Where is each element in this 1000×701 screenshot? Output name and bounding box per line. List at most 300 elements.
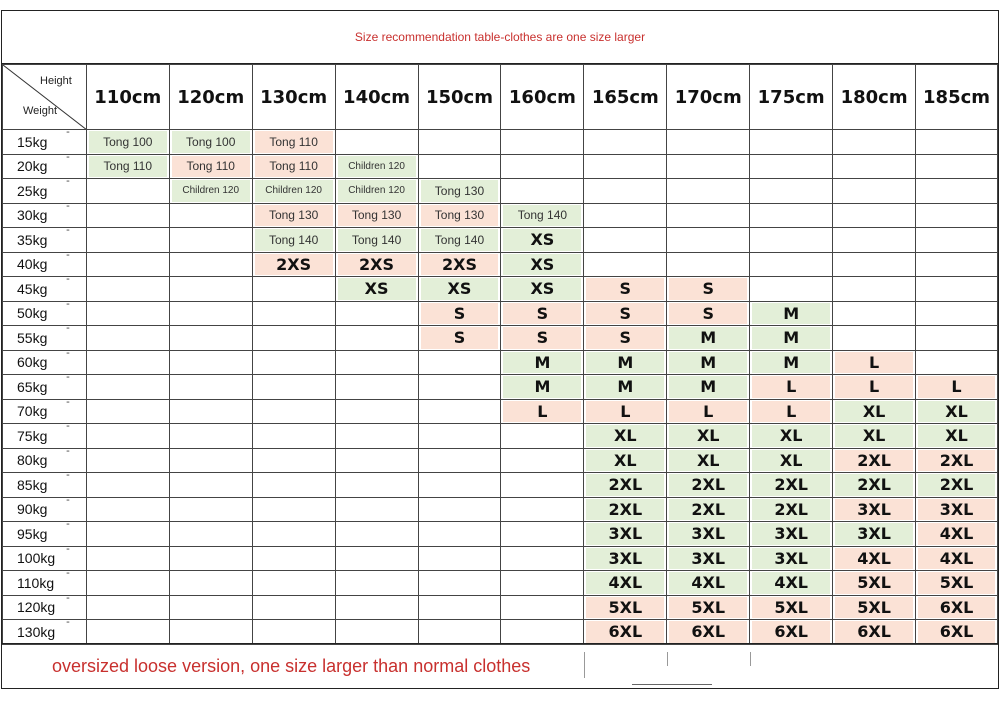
size-cell	[418, 473, 501, 498]
table-row	[3, 301, 998, 326]
size-cell	[252, 375, 335, 400]
size-cell	[335, 375, 418, 400]
size-cell	[335, 497, 418, 522]
table-row	[3, 179, 998, 204]
size-cell	[252, 522, 335, 547]
size-value: L	[918, 376, 995, 398]
size-cell	[501, 301, 584, 326]
size-cell	[916, 424, 998, 449]
size-cell	[418, 546, 501, 571]
size-table	[2, 64, 998, 645]
size-cell	[252, 399, 335, 424]
size-cell	[584, 350, 667, 375]
size-cell	[916, 375, 998, 400]
size-value: L	[586, 401, 664, 423]
size-cell	[916, 473, 998, 498]
weight-label-cell: 90kg -	[3, 497, 87, 522]
corner-cell	[3, 65, 87, 130]
size-cell	[916, 179, 998, 204]
size-cell	[169, 130, 252, 155]
size-cell	[501, 326, 584, 351]
size-cell	[916, 154, 998, 179]
size-cell	[335, 522, 418, 547]
size-cell	[169, 473, 252, 498]
size-value: 2XL	[918, 450, 995, 472]
size-cell	[86, 473, 169, 498]
size-cell	[833, 424, 916, 449]
size-cell	[667, 277, 750, 302]
size-cell	[916, 130, 998, 155]
size-cell	[667, 301, 750, 326]
height-label: Height	[40, 75, 72, 87]
size-cell	[86, 522, 169, 547]
size-cell	[750, 522, 833, 547]
size-value: 6XL	[835, 621, 913, 643]
size-cell	[86, 277, 169, 302]
size-value: XL	[586, 450, 664, 472]
size-cell	[667, 350, 750, 375]
size-cell	[418, 130, 501, 155]
size-cell	[86, 350, 169, 375]
size-value: S	[586, 303, 664, 325]
size-cell	[335, 154, 418, 179]
size-cell	[750, 252, 833, 277]
size-cell	[418, 375, 501, 400]
size-value: L	[752, 401, 830, 423]
size-cell	[335, 252, 418, 277]
size-cell	[501, 130, 584, 155]
weight-label-cell: 130kg -	[3, 620, 87, 645]
size-cell	[584, 522, 667, 547]
size-cell	[916, 252, 998, 277]
size-cell	[86, 595, 169, 620]
size-value: 3XL	[918, 499, 995, 521]
size-cell	[667, 326, 750, 351]
size-value: XL	[752, 450, 830, 472]
size-value: 5XL	[918, 572, 995, 594]
size-cell	[916, 620, 998, 645]
size-cell	[667, 228, 750, 253]
height-header-140cm: 140cm	[335, 65, 418, 130]
size-value: 2XS	[338, 254, 416, 276]
size-cell	[86, 203, 169, 228]
size-cell	[584, 301, 667, 326]
size-cell	[86, 375, 169, 400]
table-row	[3, 620, 998, 645]
size-value: 3XL	[752, 548, 830, 570]
size-value: 6XL	[918, 621, 995, 643]
size-value: Tong 130	[421, 205, 499, 227]
size-value: XL	[918, 425, 995, 447]
size-value: Tong 140	[421, 229, 499, 251]
size-cell	[169, 154, 252, 179]
size-cell	[501, 497, 584, 522]
size-cell	[252, 203, 335, 228]
table-row	[3, 326, 998, 351]
size-cell	[335, 546, 418, 571]
size-cell	[169, 595, 252, 620]
size-cell	[335, 350, 418, 375]
size-cell	[750, 399, 833, 424]
weight-label-cell: 100kg -	[3, 546, 87, 571]
size-value: S	[669, 303, 747, 325]
size-value: 3XL	[752, 523, 830, 545]
size-value: Tong 110	[172, 156, 250, 178]
size-value: M	[752, 327, 830, 349]
size-cell	[335, 595, 418, 620]
table-row	[3, 473, 998, 498]
size-value: S	[421, 327, 499, 349]
size-value: 5XL	[752, 597, 830, 619]
height-header-165cm: 165cm	[584, 65, 667, 130]
size-value: M	[503, 376, 581, 398]
size-cell	[86, 571, 169, 596]
size-value: Tong 130	[255, 205, 333, 227]
size-cell	[833, 571, 916, 596]
size-cell	[335, 277, 418, 302]
table-row	[3, 228, 998, 253]
footer-divider	[584, 652, 585, 678]
size-value: Children 120	[172, 180, 250, 202]
size-cell	[833, 399, 916, 424]
weight-label-cell: 40kg -	[3, 252, 87, 277]
size-cell	[252, 473, 335, 498]
size-value: M	[669, 352, 747, 374]
size-value: 3XL	[835, 523, 913, 545]
size-value: S	[503, 327, 581, 349]
size-cell	[86, 252, 169, 277]
size-cell	[252, 301, 335, 326]
size-cell	[86, 154, 169, 179]
size-cell	[501, 571, 584, 596]
size-cell	[169, 326, 252, 351]
size-value: M	[669, 376, 747, 398]
size-value: Tong 140	[255, 229, 333, 251]
size-cell	[169, 424, 252, 449]
size-value: Tong 100	[172, 131, 250, 153]
size-cell	[252, 620, 335, 645]
size-value: Tong 110	[255, 131, 333, 153]
size-cell	[252, 424, 335, 449]
height-header-160cm: 160cm	[501, 65, 584, 130]
size-cell	[833, 301, 916, 326]
size-cell	[750, 154, 833, 179]
size-cell	[667, 522, 750, 547]
size-cell	[667, 497, 750, 522]
size-cell	[833, 228, 916, 253]
size-value: 2XL	[835, 474, 913, 496]
footer-row	[2, 643, 998, 688]
size-cell	[916, 497, 998, 522]
height-header-170cm: 170cm	[667, 65, 750, 130]
size-cell	[169, 522, 252, 547]
size-cell	[501, 448, 584, 473]
size-cell	[501, 203, 584, 228]
size-cell	[418, 497, 501, 522]
size-value: S	[669, 278, 747, 300]
size-cell	[418, 277, 501, 302]
size-cell	[667, 154, 750, 179]
table-row	[3, 448, 998, 473]
size-cell	[86, 130, 169, 155]
size-value: S	[421, 303, 499, 325]
size-value: XL	[835, 401, 913, 423]
size-cell	[169, 546, 252, 571]
footer-underline	[632, 684, 712, 685]
height-header-175cm: 175cm	[750, 65, 833, 130]
weight-label-cell: 50kg -	[3, 301, 87, 326]
size-value: M	[586, 352, 664, 374]
size-value: Tong 100	[89, 131, 167, 153]
size-value: XS	[503, 229, 581, 251]
size-cell	[750, 277, 833, 302]
size-cell	[916, 399, 998, 424]
size-value: S	[503, 303, 581, 325]
size-cell	[418, 252, 501, 277]
size-value: M	[586, 376, 664, 398]
size-value: M	[669, 327, 747, 349]
size-value: Tong 140	[503, 205, 581, 227]
size-cell	[418, 620, 501, 645]
size-cell	[252, 546, 335, 571]
height-header-110cm: 110cm	[86, 65, 169, 130]
size-value: Children 120	[255, 180, 333, 202]
size-cell	[335, 301, 418, 326]
size-cell	[418, 301, 501, 326]
size-cell	[584, 277, 667, 302]
footer-note: oversized loose version, one size larger than normal clothes	[52, 656, 531, 676]
size-cell	[833, 203, 916, 228]
size-cell	[418, 228, 501, 253]
size-value: 2XL	[669, 499, 747, 521]
weight-label-cell: 95kg -	[3, 522, 87, 547]
size-cell	[833, 179, 916, 204]
size-cell	[750, 130, 833, 155]
size-cell	[252, 228, 335, 253]
size-cell	[584, 595, 667, 620]
size-value: 4XL	[752, 572, 830, 594]
footer-divider	[750, 652, 751, 666]
size-cell	[750, 203, 833, 228]
weight-label-cell: 25kg -	[3, 179, 87, 204]
size-value: 6XL	[586, 621, 664, 643]
size-cell	[750, 301, 833, 326]
size-value: 2XL	[835, 450, 913, 472]
size-value: L	[752, 376, 830, 398]
size-cell	[584, 571, 667, 596]
height-header-185cm: 185cm	[916, 65, 998, 130]
size-value: 5XL	[835, 572, 913, 594]
size-cell	[86, 179, 169, 204]
size-value: L	[835, 352, 913, 374]
size-cell	[86, 228, 169, 253]
size-cell	[86, 620, 169, 645]
weight-label-cell: 45kg -	[3, 277, 87, 302]
size-cell	[833, 473, 916, 498]
size-value: Tong 110	[255, 156, 333, 178]
size-cell	[252, 571, 335, 596]
size-value: S	[586, 278, 664, 300]
weight-label-cell: 30kg -	[3, 203, 87, 228]
size-value: Tong 110	[89, 156, 167, 178]
size-value: M	[752, 303, 830, 325]
size-value: 6XL	[669, 621, 747, 643]
size-cell	[501, 424, 584, 449]
size-cell	[667, 620, 750, 645]
size-value: 4XL	[586, 572, 664, 594]
size-value: 2XL	[752, 474, 830, 496]
table-row	[3, 277, 998, 302]
size-value: 2XL	[586, 499, 664, 521]
size-cell	[252, 179, 335, 204]
height-header-150cm: 150cm	[418, 65, 501, 130]
size-value: XS	[338, 278, 416, 300]
size-value: 2XL	[752, 499, 830, 521]
weight-label-cell: 85kg -	[3, 473, 87, 498]
size-cell	[169, 301, 252, 326]
weight-label-cell: 20kg -	[3, 154, 87, 179]
size-cell	[252, 448, 335, 473]
size-cell	[501, 228, 584, 253]
size-cell	[916, 203, 998, 228]
size-cell	[169, 448, 252, 473]
weight-label-cell: 80kg -	[3, 448, 87, 473]
size-value: 5XL	[835, 597, 913, 619]
size-cell	[667, 473, 750, 498]
size-cell	[750, 326, 833, 351]
size-cell	[750, 497, 833, 522]
weight-label-cell: 110kg -	[3, 571, 87, 596]
size-cell	[750, 620, 833, 645]
size-cell	[667, 399, 750, 424]
size-cell	[169, 497, 252, 522]
size-cell	[667, 448, 750, 473]
size-value: Tong 130	[421, 180, 499, 202]
size-cell	[833, 130, 916, 155]
weight-label-cell: 55kg -	[3, 326, 87, 351]
weight-label-cell: 35kg -	[3, 228, 87, 253]
size-cell	[584, 326, 667, 351]
size-value: 6XL	[752, 621, 830, 643]
footer-divider	[667, 652, 668, 666]
size-cell	[667, 546, 750, 571]
size-cell	[584, 399, 667, 424]
size-cell	[584, 228, 667, 253]
table-row	[3, 130, 998, 155]
size-cell	[750, 473, 833, 498]
size-cell	[501, 595, 584, 620]
size-value: XS	[503, 254, 581, 276]
size-cell	[169, 203, 252, 228]
size-cell	[335, 424, 418, 449]
size-cell	[86, 399, 169, 424]
size-value: XL	[835, 425, 913, 447]
size-value: 4XL	[918, 548, 995, 570]
size-cell	[916, 326, 998, 351]
weight-label-cell: 75kg -	[3, 424, 87, 449]
size-cell	[86, 301, 169, 326]
size-cell	[418, 424, 501, 449]
size-cell	[335, 399, 418, 424]
size-value: XL	[752, 425, 830, 447]
size-cell	[584, 375, 667, 400]
size-value: 2XL	[918, 474, 995, 496]
size-chart-frame	[1, 10, 999, 689]
size-value: XL	[918, 401, 995, 423]
size-value: M	[503, 352, 581, 374]
size-cell	[584, 179, 667, 204]
size-cell	[418, 448, 501, 473]
size-cell	[916, 350, 998, 375]
header-row	[3, 65, 998, 130]
size-cell	[916, 228, 998, 253]
weight-label-cell: 65kg -	[3, 375, 87, 400]
size-value: Children 120	[338, 180, 416, 202]
size-cell	[750, 375, 833, 400]
weight-label-cell: 120kg -	[3, 595, 87, 620]
size-cell	[584, 203, 667, 228]
table-row	[3, 522, 998, 547]
size-cell	[833, 522, 916, 547]
size-cell	[916, 448, 998, 473]
size-cell	[833, 252, 916, 277]
table-row	[3, 252, 998, 277]
size-cell	[916, 571, 998, 596]
size-cell	[501, 375, 584, 400]
size-cell	[418, 154, 501, 179]
size-cell	[584, 130, 667, 155]
size-cell	[169, 252, 252, 277]
size-cell	[750, 228, 833, 253]
size-value: 6XL	[918, 597, 995, 619]
size-cell	[335, 571, 418, 596]
size-value: 5XL	[669, 597, 747, 619]
size-cell	[750, 350, 833, 375]
size-cell	[750, 546, 833, 571]
size-cell	[335, 326, 418, 351]
size-cell	[667, 203, 750, 228]
table-row	[3, 350, 998, 375]
size-cell	[750, 595, 833, 620]
chart-title: Size recommendation table-clothes are one size larger	[2, 11, 998, 64]
size-cell	[335, 448, 418, 473]
size-cell	[169, 277, 252, 302]
size-value: Tong 130	[338, 205, 416, 227]
size-cell	[833, 497, 916, 522]
size-cell	[86, 497, 169, 522]
size-cell	[169, 350, 252, 375]
size-cell	[418, 522, 501, 547]
size-value: XL	[586, 425, 664, 447]
size-cell	[252, 350, 335, 375]
size-cell	[501, 620, 584, 645]
size-cell	[86, 326, 169, 351]
size-cell	[335, 473, 418, 498]
size-cell	[833, 154, 916, 179]
size-cell	[833, 546, 916, 571]
size-cell	[86, 448, 169, 473]
size-cell	[501, 277, 584, 302]
size-cell	[252, 277, 335, 302]
size-cell	[418, 399, 501, 424]
size-cell	[252, 326, 335, 351]
size-cell	[501, 252, 584, 277]
table-row	[3, 497, 998, 522]
size-value: 2XS	[421, 254, 499, 276]
size-cell	[501, 179, 584, 204]
size-cell	[252, 154, 335, 179]
size-cell	[86, 424, 169, 449]
